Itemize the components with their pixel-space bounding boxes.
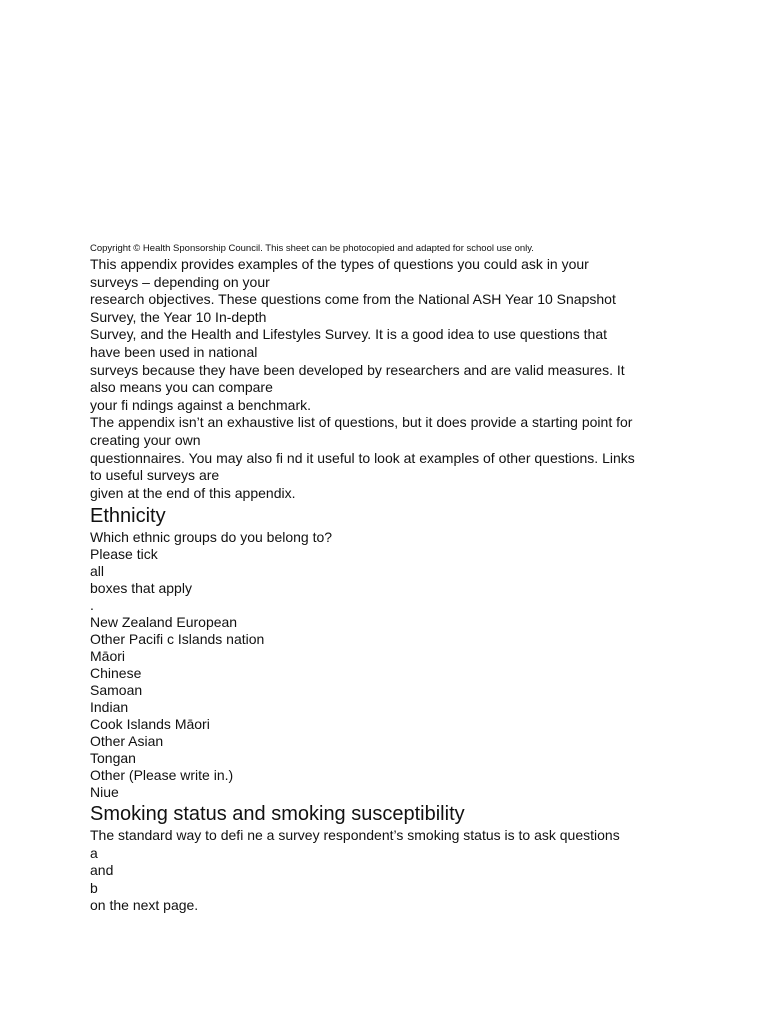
intro-line: creating your own xyxy=(90,431,201,448)
ethnicity-instruction: . xyxy=(90,597,94,614)
ethnicity-option: Niue xyxy=(90,784,119,801)
ethnicity-instruction: Please tick xyxy=(90,546,158,563)
ethnicity-option: Tongan xyxy=(90,750,136,767)
ethnicity-heading: Ethnicity xyxy=(90,505,166,528)
ethnicity-instruction: all xyxy=(90,563,105,580)
ethnicity-option: Other Asian xyxy=(90,733,164,750)
intro-line: Survey, and the Health and Lifestyles Survey. It is a good idea to use questions that xyxy=(90,326,608,343)
smoking-line: a xyxy=(90,844,98,861)
intro-line: surveys – depending on your xyxy=(90,273,270,290)
smoking-line: b xyxy=(90,879,98,896)
ethnicity-section xyxy=(90,529,690,801)
intro-line: to useful surveys are xyxy=(90,467,220,484)
ethnicity-question: Which ethnic groups do you belong to? xyxy=(90,529,333,546)
ethnicity-instruction: boxes that apply xyxy=(90,580,192,597)
ethnicity-option: Chinese xyxy=(90,665,142,682)
copyright-notice: Copyright © Health Sponsorship Council. This sheet can be photocopied and adapted for school use only. xyxy=(90,243,534,254)
intro-line: have been used in national xyxy=(90,343,258,360)
ethnicity-option: New Zealand European xyxy=(90,614,238,631)
intro-line: This appendix provides examples of the types of questions you could ask in your xyxy=(90,256,589,272)
intro-line: also means you can compare xyxy=(90,379,273,396)
document-page xyxy=(90,242,690,915)
ethnicity-option: Samoan xyxy=(90,682,143,699)
intro-line: surveys because they have been developed by researchers and are valid measures. It xyxy=(90,361,625,378)
intro-paragraphs xyxy=(90,256,690,502)
intro-line: your fi ndings against a benchmark. xyxy=(90,396,312,413)
ethnicity-option: Cook Islands Māori xyxy=(90,716,210,733)
ethnicity-option: Māori xyxy=(90,648,126,665)
smoking-line: The standard way to defi ne a survey respondent’s smoking status is to ask questions xyxy=(90,827,620,844)
intro-line: The appendix isn’t an exhaustive list of questions, but it does provide a starting point for xyxy=(90,414,633,431)
smoking-line: on the next page. xyxy=(90,897,199,914)
intro-line: research objectives. These questions come from the National ASH Year 10 Snapshot xyxy=(90,291,616,308)
smoking-heading: Smoking status and smoking susceptibility xyxy=(90,803,465,826)
smoking-line: and xyxy=(90,862,114,879)
ethnicity-option: Other (Please write in.) xyxy=(90,767,234,784)
intro-line: Survey, the Year 10 In-depth xyxy=(90,308,267,325)
smoking-section xyxy=(90,827,690,915)
intro-line: given at the end of this appendix. xyxy=(90,484,296,501)
intro-line: questionnaires. You may also fi nd it useful to look at examples of other questions. Links xyxy=(90,449,635,466)
ethnicity-option: Other Pacifi c Islands nation xyxy=(90,631,265,648)
ethnicity-option: Indian xyxy=(90,699,129,716)
